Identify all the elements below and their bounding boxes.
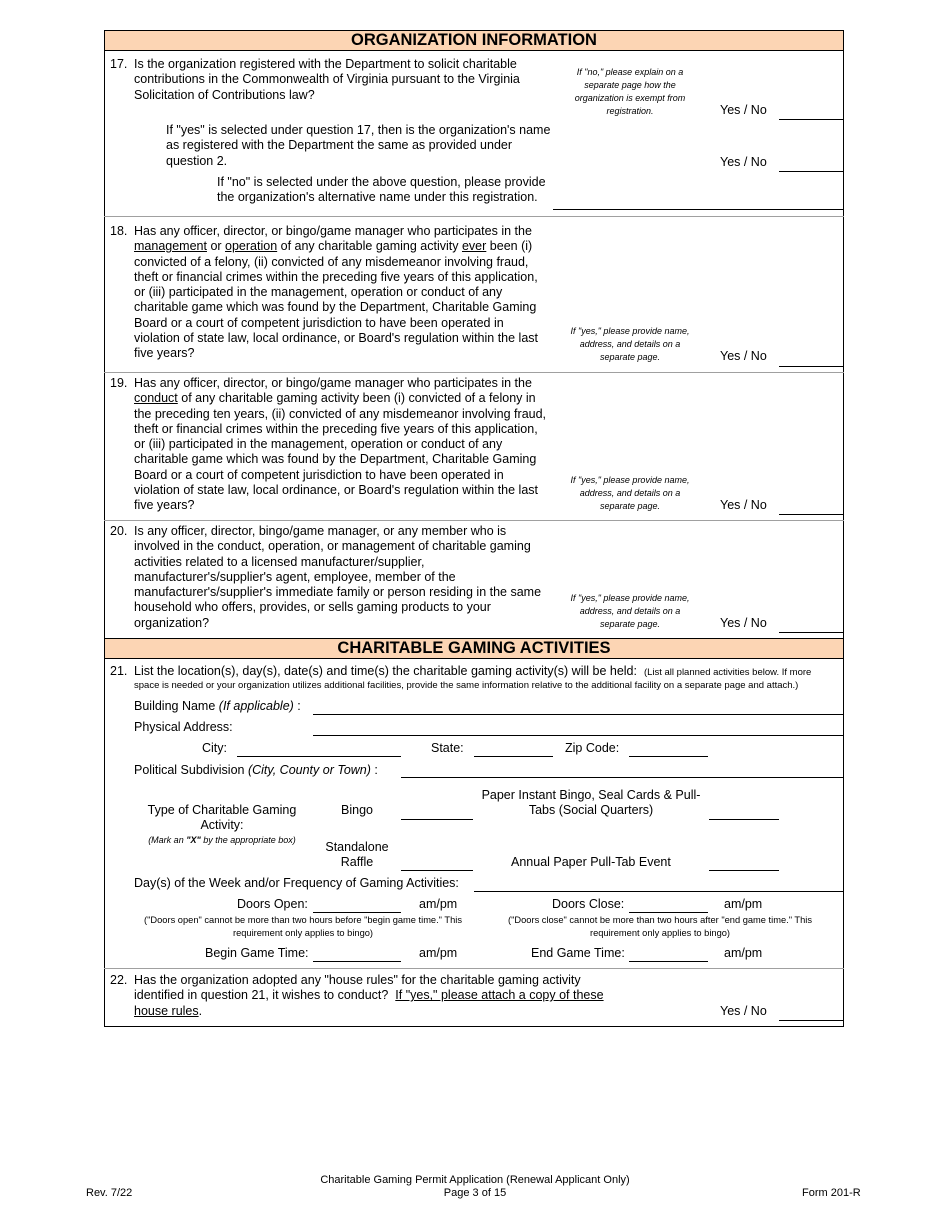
form-number: Form 201-R	[802, 1187, 861, 1199]
section-header-organization-information: ORGANIZATION INFORMATION	[104, 30, 844, 51]
annual-pull-tab-field[interactable]	[709, 870, 779, 871]
city-label: City:	[202, 741, 227, 755]
building-name-label: Building Name (If applicable) :	[134, 699, 301, 713]
q17-sub2-text: If "no" is selected under the above question, please provide the organization's alternative name under this registration.	[217, 175, 546, 205]
divider	[104, 216, 844, 217]
doors-open-ampm: am/pm	[419, 897, 458, 911]
q17-yes-no-label: Yes / No	[720, 103, 767, 117]
bingo-checkbox-field[interactable]	[401, 819, 473, 820]
q17-sub1-yes-no-label: Yes / No	[720, 155, 767, 169]
q21-text: List the location(s), day(s), date(s) and time(s) the charitable gaming activity(s) will be held: (List all planned activities below. If more	[134, 664, 812, 678]
q17-number: 17.	[110, 57, 128, 71]
zip-code-field[interactable]	[629, 756, 708, 757]
standalone-raffle-field[interactable]	[401, 870, 473, 871]
q22-number: 22.	[110, 973, 128, 987]
q21-instruction-note: space is needed or your organization utilizes additional facilities, provide the same information relative to the additional facility on a separate page and attach.)	[134, 680, 799, 691]
begin-game-time-field[interactable]	[313, 961, 401, 962]
paper-instant-bingo-label: Paper Instant Bingo, Seal Cards & Pull- Tabs (Social Quarters)	[481, 788, 701, 818]
section-header-charitable-gaming-activities: CHARITABLE GAMING ACTIVITIES	[104, 638, 844, 659]
divider	[104, 372, 844, 373]
political-subdivision-label: Political Subdivision (City, County or Town) :	[134, 763, 378, 777]
end-game-time-label: End Game Time:	[531, 946, 625, 960]
q18-answer-field[interactable]	[779, 366, 844, 367]
q17-sub1-text: If "yes" is selected under question 17, then is the organization's name as registered with the Department the same as provided under question 2.	[166, 123, 551, 168]
days-frequency-field[interactable]	[474, 891, 844, 892]
doors-close-ampm: am/pm	[724, 897, 763, 911]
q17-text: Is the organization registered with the Department to solicit charitable contributions in the Commonwealth of Virginia pursuant to the Virginia Solicitation of Contributions law?	[134, 57, 520, 102]
q20-answer-field[interactable]	[779, 632, 844, 633]
end-game-time-field[interactable]	[629, 961, 708, 962]
q17-alternative-name-field[interactable]	[553, 209, 844, 210]
doors-open-label: Doors Open:	[237, 897, 308, 911]
bingo-label: Bingo	[341, 803, 373, 817]
q20-number: 20.	[110, 524, 128, 538]
q18-note: If "yes," please provide name, address, and details on a separate page.	[570, 326, 690, 362]
begin-game-time-ampm: am/pm	[419, 946, 458, 960]
q17-answer-field[interactable]	[779, 119, 844, 120]
doors-open-field[interactable]	[313, 912, 401, 913]
divider	[104, 520, 844, 521]
annual-pull-tab-label: Annual Paper Pull-Tab Event	[511, 855, 671, 869]
q17-sub1-answer-field[interactable]	[779, 171, 844, 172]
q21-number: 21.	[110, 664, 128, 678]
city-field[interactable]	[237, 756, 401, 757]
doors-open-note: ("Doors open" cannot be more than two hours before "begin game time." This requirement only applies to bingo)	[144, 915, 462, 938]
footer-title: Charitable Gaming Permit Application (Renewal Applicant Only) Page 3 of 15	[320, 1174, 630, 1199]
doors-close-note: ("Doors close" cannot be more than two hours after "end game time." This requirement only applies to bingo)	[508, 915, 812, 938]
physical-address-field[interactable]	[313, 735, 844, 736]
q18-number: 18.	[110, 224, 128, 238]
q19-number: 19.	[110, 376, 128, 390]
physical-address-label: Physical Address:	[134, 720, 233, 734]
doors-close-field[interactable]	[629, 912, 708, 913]
q20-text: Is any officer, director, bingo/game manager, or any member who is involved in the conduct, operation, or management of charitable gaming activities related to a licensed manufacturer/supplier, manufacturer's/supplier's agent, employee, member of the manufacturer's/supplier's immediate family or person residing in the same household who offers, provides, or sells gaming products to your organization?	[134, 524, 542, 630]
q22-answer-field[interactable]	[779, 1020, 844, 1021]
mark-instruction: (Mark an "X" by the appropriate box)	[148, 835, 296, 845]
political-subdivision-field[interactable]	[401, 777, 844, 778]
state-label: State:	[431, 741, 464, 755]
q19-yes-no-label: Yes / No	[720, 498, 767, 512]
paper-instant-bingo-field[interactable]	[709, 819, 779, 820]
type-of-gaming-label: Type of Charitable Gaming Activity:	[147, 803, 297, 833]
begin-game-time-label: Begin Game Time:	[205, 946, 309, 960]
q22-yes-no-label: Yes / No	[720, 1004, 767, 1018]
q20-yes-no-label: Yes / No	[720, 616, 767, 630]
q19-answer-field[interactable]	[779, 514, 844, 515]
building-name-field[interactable]	[313, 714, 844, 715]
q19-note: If "yes," please provide name, address, and details on a separate page.	[570, 475, 690, 511]
zip-code-label: Zip Code:	[565, 741, 620, 755]
standalone-raffle-label: Standalone Raffle	[325, 840, 389, 870]
q22-text: Has the organization adopted any "house rules" for the charitable gaming activity identified in question 21, it wishes to conduct? If "yes," please attach a copy of these house rules.	[134, 973, 604, 1018]
state-field[interactable]	[474, 756, 553, 757]
divider	[104, 968, 844, 969]
doors-close-label: Doors Close:	[552, 897, 625, 911]
q18-yes-no-label: Yes / No	[720, 349, 767, 363]
q18-text: Has any officer, director, or bingo/game manager who participates in the management or operation of any charitable gaming activity ever been (i) convicted of a felony, (ii) convicted of any misdemeanor involving fraud, theft or financial crimes within the preceding five years of this application, or (iii) participated in the management, operation or conduct of any charitable game which was found by the Department, Charitable Gaming Board or a court of competent jurisdiction to have been operated in violation of state law, local ordinance, or Board's regulation within the last five years?	[134, 224, 539, 361]
days-frequency-label: Day(s) of the Week and/or Frequency of Gaming Activities:	[134, 876, 459, 890]
q17-note: If "no," please explain on a separate page how the organization is exempt from registration.	[574, 67, 686, 116]
revision-label: Rev. 7/22	[86, 1187, 133, 1199]
end-game-time-ampm: am/pm	[724, 946, 763, 960]
q19-text: Has any officer, director, or bingo/game manager who participates in the conduct of any charitable gaming activity been (i) convicted of a felony in the preceding ten years, (ii) convicted of any misdemeanor involving fraud, theft or financial crimes within the preceding five years of this application, or (iii) participated in the management, operation or conduct of any charitable game which was found by the Department, Charitable Gaming Board or a court of competent jurisdiction to have been operated in violation of state law, local ordinance, or Board's regulation within the last five years?	[134, 376, 547, 513]
q20-note: If "yes," please provide name, address, and details on a separate page.	[570, 593, 690, 629]
